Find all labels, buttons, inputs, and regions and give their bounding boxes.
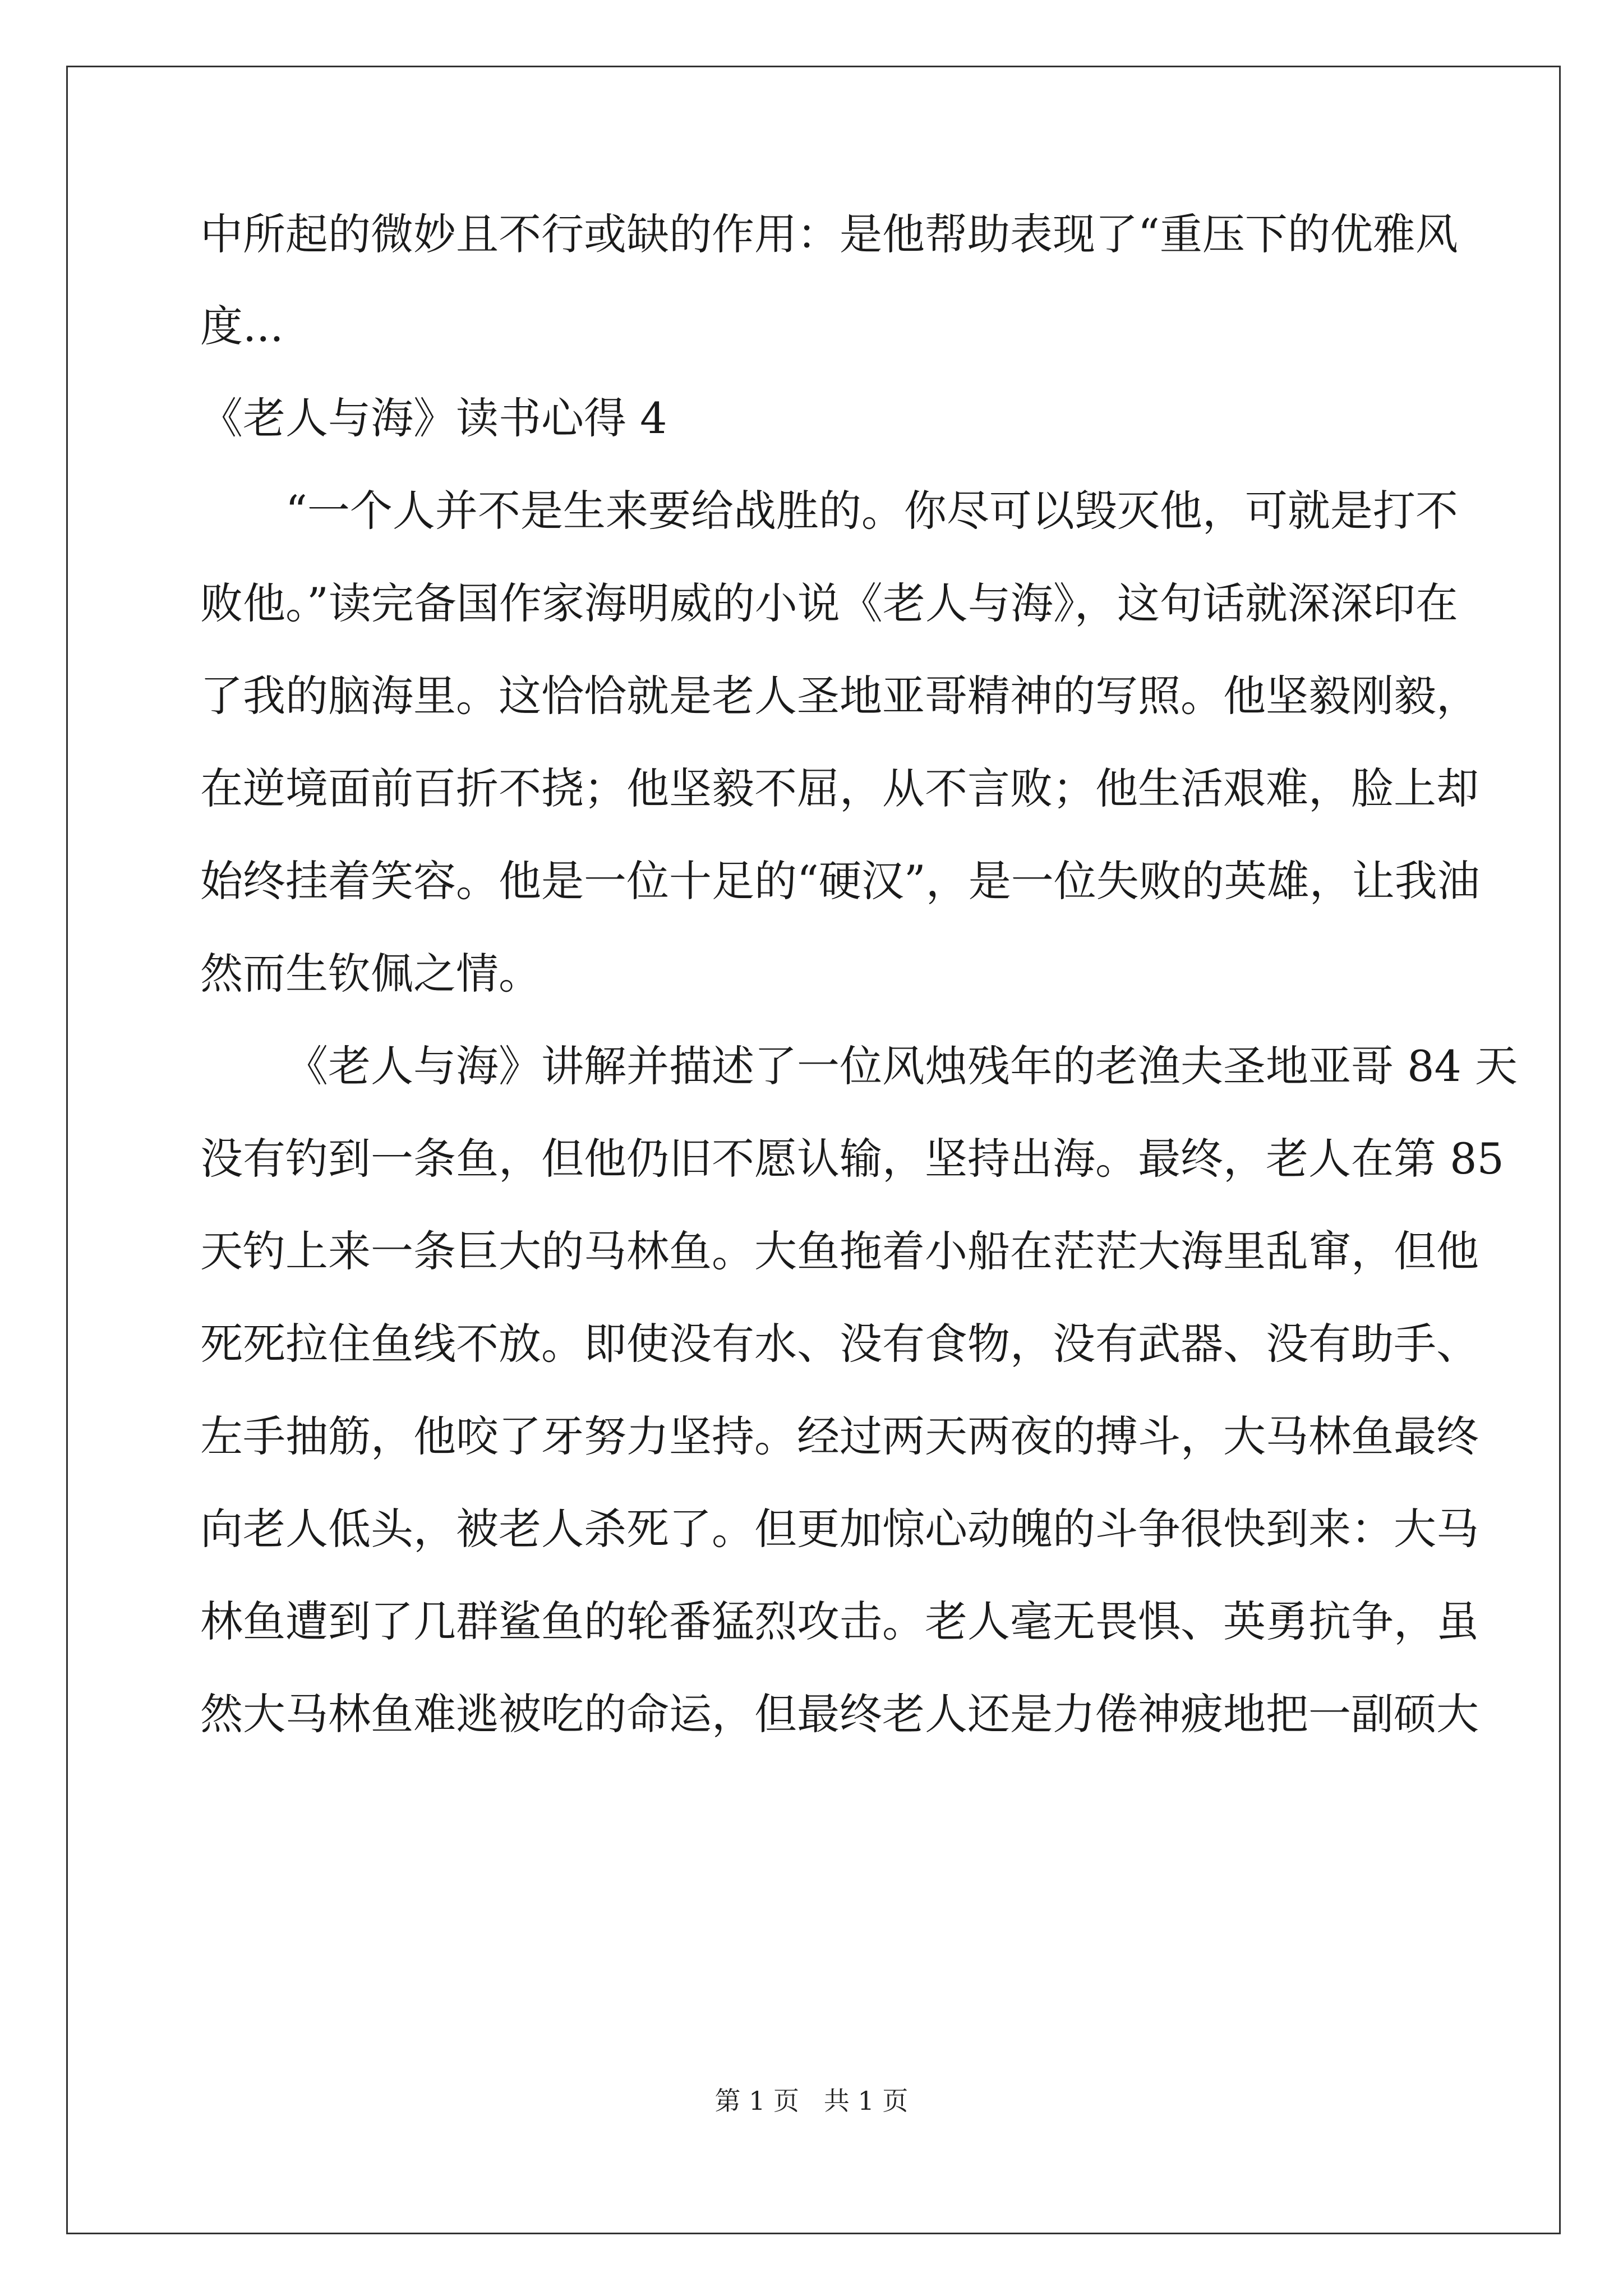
text-line: 中所起的微妙且不行或缺的作用：是他帮助表现了“重压下的优雅风 <box>200 209 1458 259</box>
text-line: 了我的脑海里。这恰恰就是老人圣地亚哥精神的写照。他坚毅刚毅， <box>200 671 1479 721</box>
text-line: 败他。”读完备国作家海明威的小说《老人与海》，这句话就深深印在 <box>200 578 1458 628</box>
text-line: 林鱼遭到了几群鲨鱼的轮番猛烈攻击。老人毫无畏惧、英勇抗争，虽 <box>200 1596 1479 1646</box>
text-line: 《老人与海》讲解并描述了一位风烛残年的老渔夫圣地亚哥 84 天 <box>285 1041 1518 1091</box>
text-line: 死死拉住鱼线不放。即使没有水、没有食物，没有武器、没有助手、 <box>200 1319 1479 1369</box>
text-line: 没有钓到一条鱼，但他仍旧不愿认输，坚持出海。最终，老人在第 85 <box>200 1134 1504 1184</box>
section-title: 《老人与海》读书心得 4 <box>200 393 667 443</box>
page-number-footer: 第 1 页 共 1 页 <box>714 2086 909 2116</box>
text-line: 然而生钦佩之情。 <box>200 949 541 999</box>
text-line: 向老人低头，被老人杀死了。但更加惊心动魄的斗争很快到来：大马 <box>200 1504 1479 1554</box>
text-line: 度... <box>200 301 284 351</box>
text-line: 天钓上来一条巨大的马林鱼。大鱼拖着小船在茫茫大海里乱窜，但他 <box>200 1226 1479 1276</box>
text-line: 然大马林鱼难逃被吃的命运，但最终老人还是力倦神疲地把一副硕大 <box>200 1689 1479 1739</box>
text-line: 在逆境面前百折不挠；他坚毅不屈，从不言败；他生活艰难，脸上却 <box>200 763 1479 813</box>
text-line: “一个人并不是生来要给战胜的。你尽可以毁灭他，可就是打不 <box>285 486 1458 536</box>
text-line: 左手抽筋，他咬了牙努力坚持。经过两天两夜的搏斗，大马林鱼最终 <box>200 1411 1479 1461</box>
text-line: 始终挂着笑容。他是一位十足的“硬汉”，是一位失败的英雄，让我油 <box>200 856 1480 906</box>
